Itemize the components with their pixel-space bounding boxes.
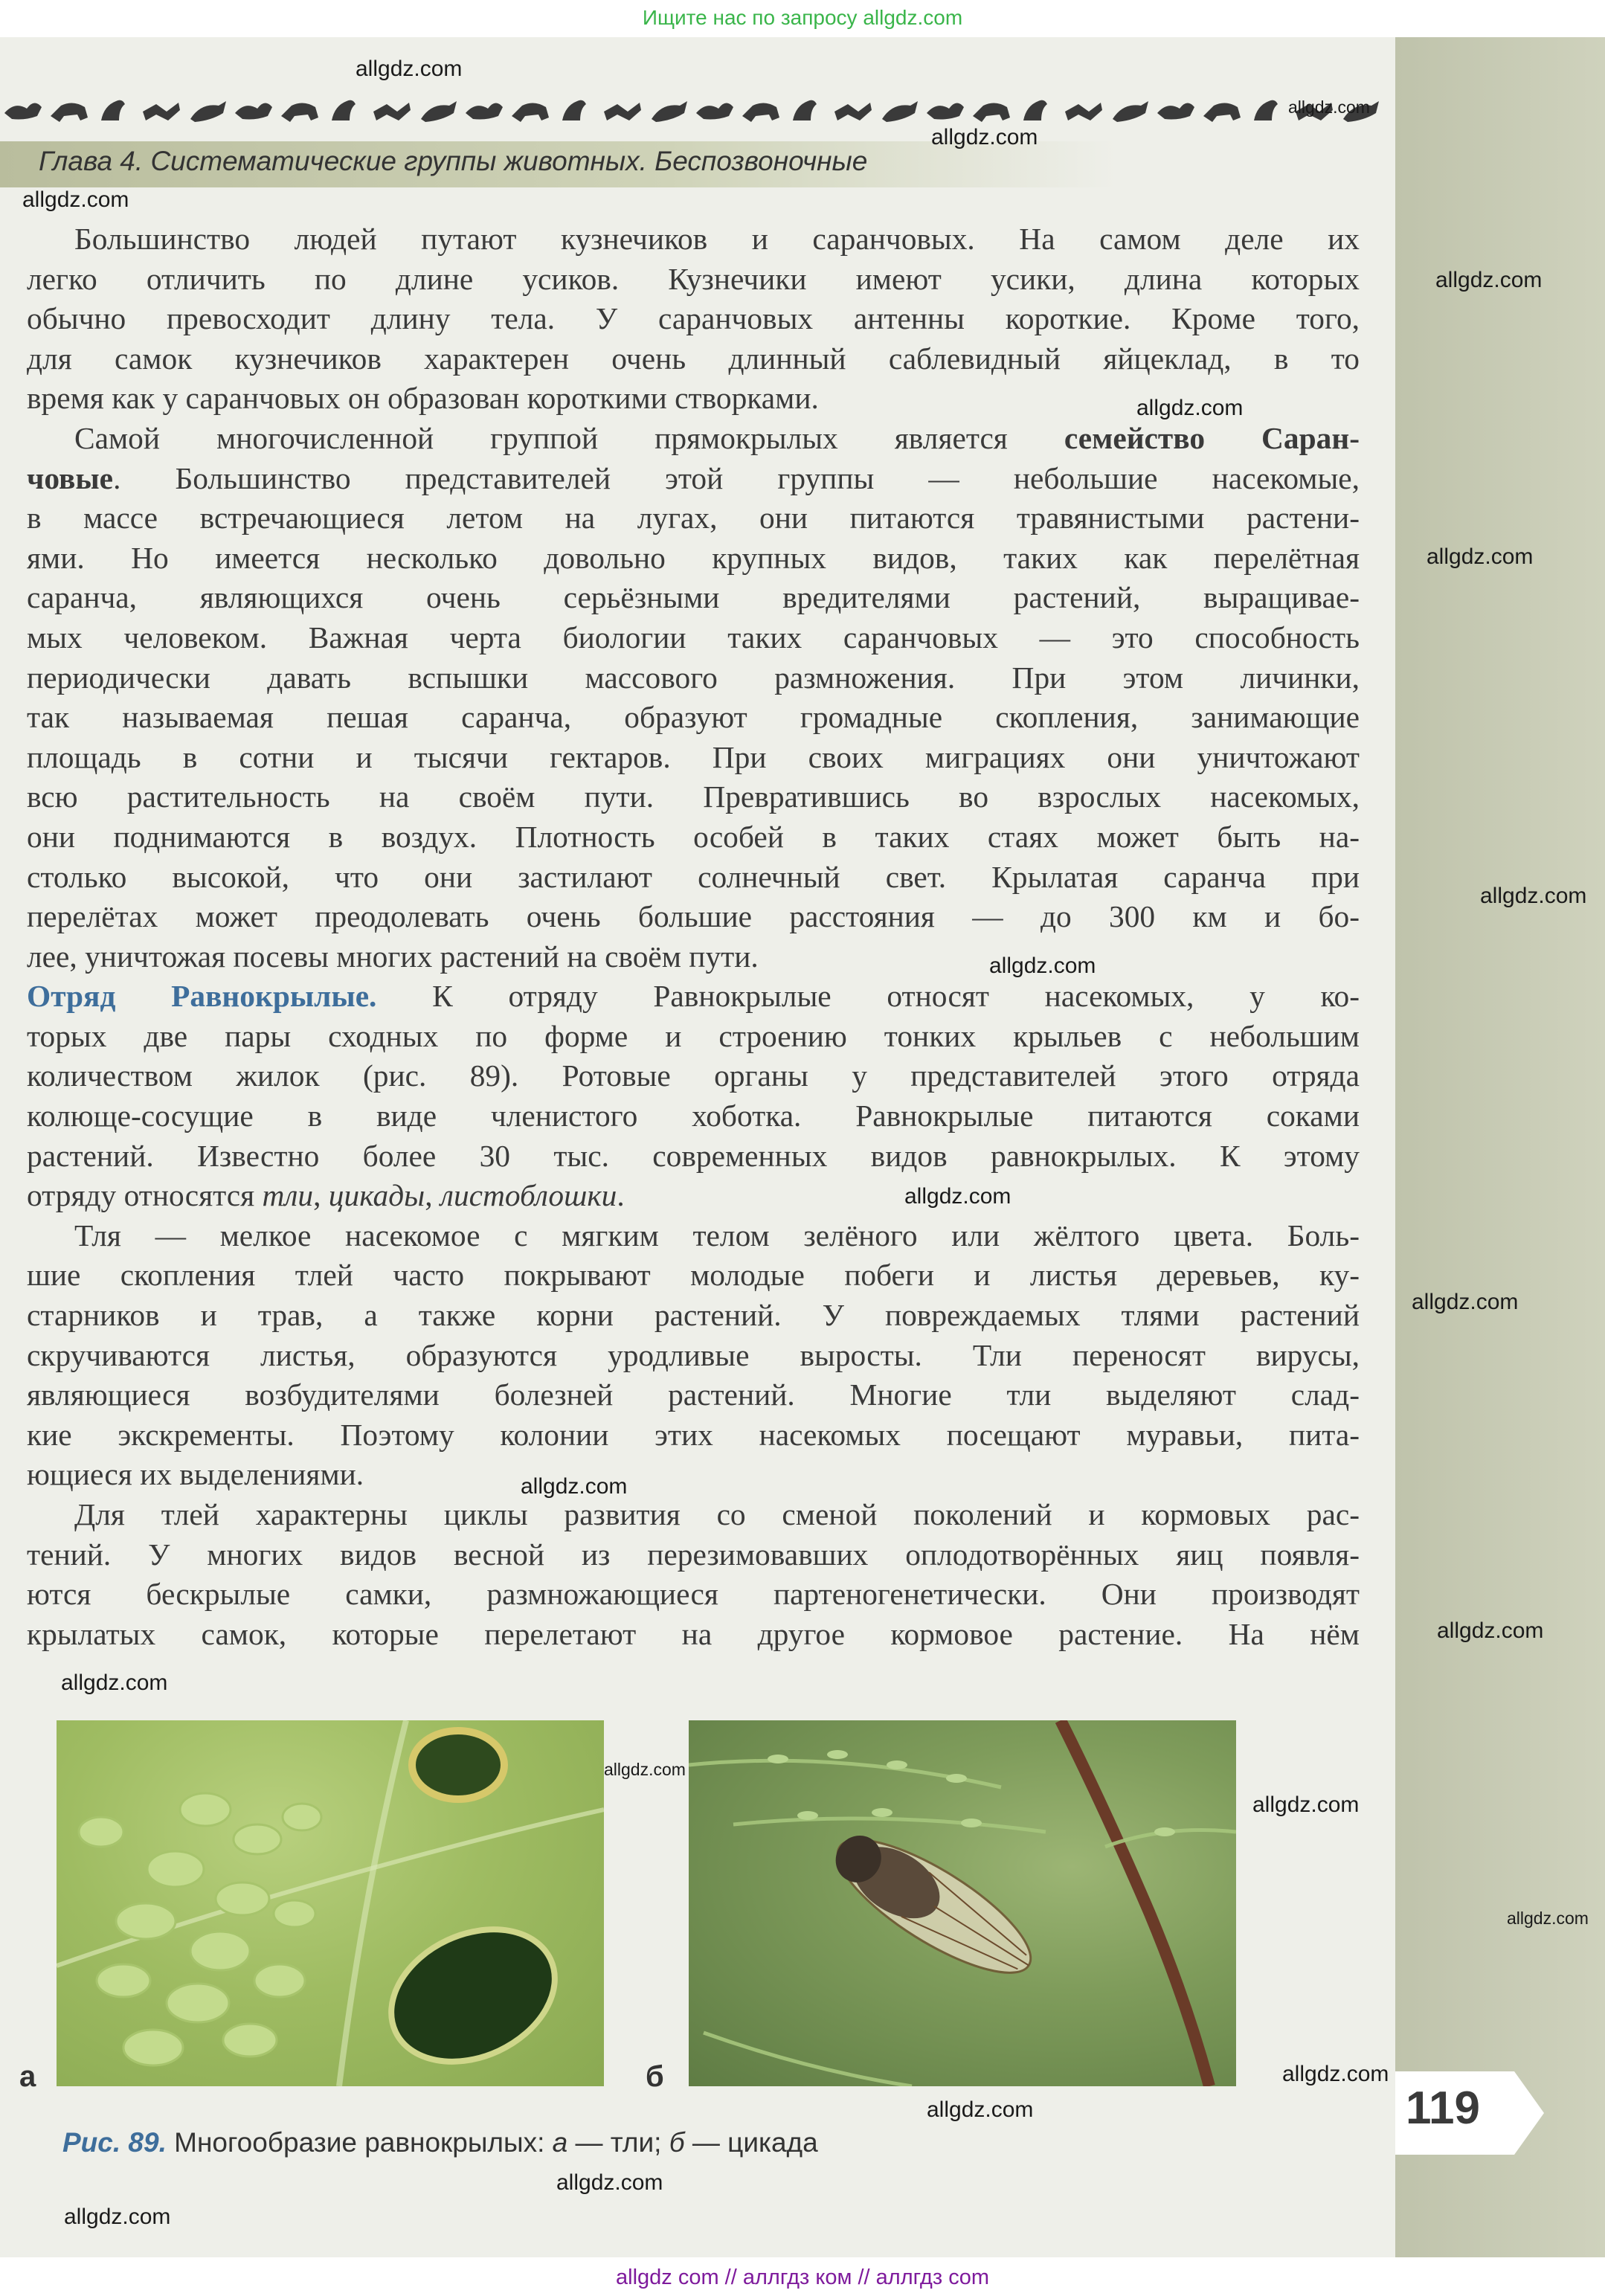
animal-silhouette-icon: [1065, 103, 1102, 120]
text-run: К отряду Равнокрылые относят насекомых, у ко-: [376, 979, 1360, 1014]
animal-silhouette-icon: [281, 103, 318, 122]
text-line: являющиеся возбудителями болезней растений. Многие тли выделяют слад-: [27, 1377, 1360, 1412]
animal-silhouette-icon: [1157, 103, 1194, 119]
paragraph-3: [27, 977, 1360, 1216]
text-line: мых человеком. Важная черта биологии таких саранчовых — это способность: [27, 620, 1360, 655]
text-line: растений. Известно более 30 тыс. современных видов равнокрылых. К этому: [27, 1138, 1360, 1173]
watermark: allgdz.com: [931, 125, 1038, 149]
watermark: allgdz.com: [1507, 1908, 1589, 1928]
text-line: для самок кузнечиков характерен очень длинный саблевидный яйцеклад, в то: [27, 341, 1360, 376]
text-line: так называемая пешая саранча, образуют громадные скопления, занимающие: [27, 700, 1360, 735]
watermark: allgdz.com: [904, 1184, 1011, 1209]
term-tsikady: цикады: [328, 1178, 425, 1213]
footer-banner[interactable]: [0, 2259, 1605, 2296]
animal-silhouette-icon: [373, 103, 411, 120]
text-line: легко отличить по длине усиков. Кузнечики имеют усики, длина которых: [27, 261, 1360, 296]
term-listobloshki: листоблошки: [440, 1178, 617, 1213]
top-banner[interactable]: [0, 0, 1605, 36]
watermark: allgdz.com: [1480, 884, 1587, 908]
text-line: количеством жилок (рис. 89). Ротовые органы у представителей этого отряда: [27, 1058, 1360, 1093]
caption-text: — тли;: [567, 2127, 669, 2158]
animal-silhouette-icon: [1203, 103, 1241, 122]
figure-number: Рис. 89.: [62, 2127, 167, 2158]
animal-silhouette-icon: [4, 103, 42, 119]
animal-silhouette-icon: [466, 103, 503, 119]
animal-silhouette-icon: [51, 103, 88, 122]
text-run: ,: [425, 1178, 440, 1213]
text-line: [27, 459, 1360, 499]
term-saranchovye: семейство Саран-: [1064, 420, 1360, 455]
animal-silhouette-icon: [927, 103, 964, 119]
watermark: allgdz.com: [1136, 396, 1244, 420]
photo-aphids: [57, 1720, 604, 2086]
text-line: торых две пары сходных по форме и строению тонких крыльев с небольшим: [27, 1018, 1360, 1053]
text-line: площадь в сотни и тысячи гектаров. При своих миграциях они уничтожают: [27, 739, 1360, 774]
text-line: столько высокой, что они застилают солнечный свет. Крылатая саранча при: [27, 859, 1360, 894]
text-line: Для тлей характерны циклы развития со сменой поколений и кормовых рас-: [74, 1497, 1360, 1531]
top-banner-text[interactable]: Ищите нас по запросу allgdz.com: [642, 6, 963, 29]
text-line: [27, 1176, 1360, 1216]
cicada-illustration: [689, 1720, 1236, 2086]
animal-silhouette-icon: [882, 101, 918, 122]
text-line: они поднимаются в воздух. Плотность особей в таких стаях может быть на-: [27, 819, 1360, 854]
watermark: allgdz.com: [989, 954, 1096, 978]
text-line: ющиеся их выделениями.: [27, 1457, 364, 1492]
text-line: тений. У многих видов весной из перезимовавших оплодотворённых яиц появля-: [27, 1537, 1360, 1572]
body-text: [27, 219, 1360, 1654]
text-line: саранча, являющихся очень серьёзными вредителями растений, выращивае-: [27, 580, 1360, 615]
watermark: allgdz.com: [356, 57, 463, 81]
animal-silhouette-icon: [143, 103, 180, 120]
page-number-tab: [1395, 2071, 1544, 2155]
animal-silhouette-icon: [421, 101, 457, 122]
watermark: allgdz.com: [927, 2097, 1034, 2122]
caption-letter-a: а: [552, 2127, 568, 2158]
text-run: Самой многочисленной группой прямокрылых является: [74, 420, 1008, 455]
watermark: allgdz.com: [604, 1760, 686, 1779]
animal-silhouette-icon: [190, 101, 226, 122]
watermark: allgdz.com: [1435, 268, 1543, 292]
animal-silhouette-icon: [512, 103, 549, 122]
animal-silhouette-icon: [562, 100, 586, 120]
text-line: перелётах может преодолевать очень большие расстояния — до 300 км и бо-: [27, 899, 1360, 934]
paragraph-2: [27, 419, 1360, 977]
term-saranchovye-end: човые: [27, 460, 114, 495]
text-run: .: [617, 1178, 625, 1213]
aphids-illustration: [57, 1720, 604, 2086]
text-line: периодически давать вспышки массового размножения. При этом личинки,: [27, 660, 1360, 695]
text-line: ются бескрылые самки, размножающиеся партеногенетически. Они производят: [27, 1577, 1360, 1612]
section-heading-ravnokrylye: Отряд Равнокрылые.: [27, 979, 377, 1014]
paragraph-4: [27, 1216, 1360, 1495]
photo-cicada: [689, 1720, 1236, 2086]
photo-label-a: а: [19, 2060, 36, 2093]
animal-silhouettes-ornament: [0, 88, 1391, 129]
animal-silhouette-icon: [1113, 101, 1148, 122]
watermark: allgdz.com: [1252, 1792, 1360, 1817]
text-line: старников и трав, а также корни растений. У повреждаемых тлями растений: [27, 1298, 1360, 1333]
watermark: allgdz.com: [61, 1670, 168, 1695]
text-line: кие экскременты. Поэтому колонии этих насекомых посещают муравьи, пита-: [27, 1417, 1360, 1452]
watermark: allgdz.com: [1412, 1290, 1519, 1314]
page-number: 119: [1406, 2083, 1481, 2134]
text-run: . Большинство представителей этой группы — небольшие насекомые,: [113, 460, 1360, 495]
photo-label-b: б: [646, 2060, 664, 2093]
footer-text[interactable]: allgdz com // аллгдз ком // аллгдз com: [616, 2266, 989, 2289]
watermark: allgdz.com: [556, 2170, 663, 2195]
figure-caption: [62, 2127, 818, 2158]
animal-silhouette-icon: [101, 100, 125, 120]
animal-silhouette-icon: [652, 101, 687, 122]
text-line: крылатых самок, которые перелетают на другое кормовое растение. На нём: [27, 1616, 1360, 1651]
animal-silhouette-icon: [696, 103, 733, 119]
text-run: отряду относятся: [27, 1178, 263, 1213]
text-line: скручиваются листья, образуются уродливые выросты. Тли переносят вирусы,: [27, 1337, 1360, 1372]
animal-silhouette-icon: [1023, 100, 1047, 120]
caption-text: Многообразие равнокрылых:: [166, 2127, 553, 2158]
text-line: всю растительность на своём пути. Превратившись во взрослых насекомых,: [27, 779, 1360, 814]
text-line: Тля — мелкое насекомое с мягким телом зелёного или жёлтого цвета. Боль-: [74, 1218, 1360, 1252]
watermark: allgdz.com: [1288, 97, 1370, 117]
animal-silhouette-icon: [834, 103, 872, 120]
term-tli: тли: [262, 1178, 314, 1213]
text-line: [27, 977, 1360, 1017]
watermark: allgdz.com: [1282, 2062, 1389, 2086]
text-run: ,: [313, 1178, 329, 1213]
text-line: шие скопления тлей часто покрывают молодые побеги и листья деревьев, ку-: [27, 1258, 1360, 1293]
text-line: Большинство людей путают кузнечиков и саранчовых. На самом деле их: [74, 222, 1360, 256]
animal-silhouette-icon: [604, 103, 641, 120]
text-line: в массе встречающиеся летом на лугах, они питаются травянистыми растени-: [27, 501, 1360, 536]
animal-silhouette-icon: [793, 100, 817, 120]
animal-silhouette-icon: [235, 103, 272, 119]
text-line: колюще-сосущие в виде членистого хоботка. Равнокрылые питаются соками: [27, 1099, 1360, 1133]
text-line: [27, 419, 1360, 459]
paragraph-5: [27, 1495, 1360, 1654]
paragraph-1: [27, 219, 1360, 419]
text-line: ями. Но имеется несколько довольно крупных видов, таких как перелётная: [27, 540, 1360, 575]
text-line: время как у саранчовых он образован короткими створками.: [27, 381, 819, 416]
animal-silhouette-icon: [973, 103, 1010, 122]
watermark: allgdz.com: [1427, 544, 1534, 569]
watermark: allgdz.com: [1437, 1618, 1544, 1643]
text-line: обычно превосходит длину тела. У саранчовых антенны короткие. Кроме того,: [27, 301, 1360, 336]
text-line: лее, уничтожая посевы многих растений на своём пути.: [27, 939, 759, 974]
animal-silhouette-icon: [332, 100, 356, 120]
chapter-title: Глава 4. Систематические группы животных. Беспозвоночные: [39, 146, 868, 176]
watermark: allgdz.com: [64, 2205, 171, 2229]
watermark: allgdz.com: [521, 1474, 628, 1499]
animal-silhouette-icon: [1254, 100, 1278, 120]
watermark: allgdz.com: [22, 187, 129, 212]
animal-silhouette-icon: [742, 103, 779, 122]
caption-letter-b: б: [669, 2127, 685, 2158]
caption-text: — цикада: [684, 2127, 818, 2158]
